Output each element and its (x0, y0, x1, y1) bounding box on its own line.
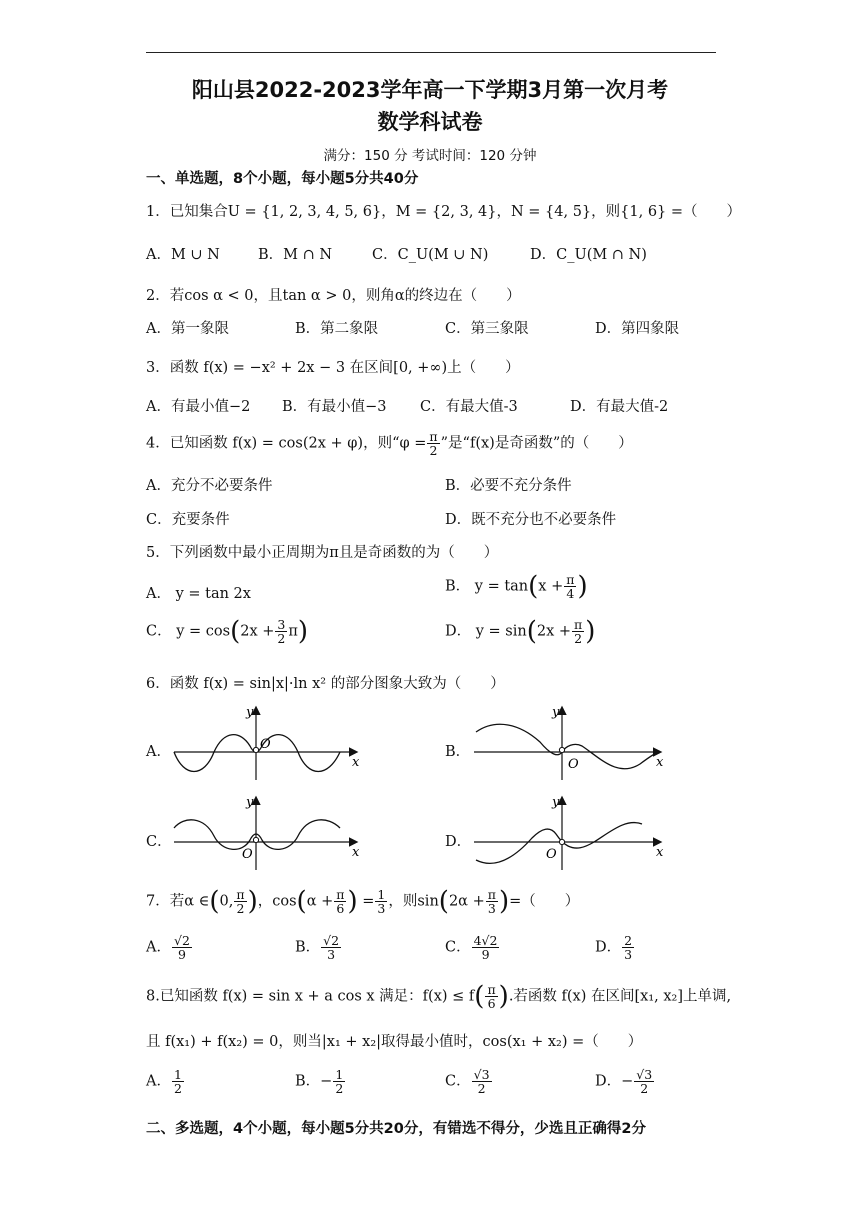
q7-option-d (595, 934, 635, 961)
q8-a-num: 1 (173, 1067, 182, 1082)
q7-cos-frac (334, 888, 346, 915)
q4-option-a: A．充分不必要条件 (146, 478, 273, 494)
q6-a-origin: O (260, 737, 271, 752)
q5-b-in: x + (538, 578, 564, 595)
q6-b-origin: O (568, 757, 579, 772)
q5-d-pre: D． y = sin (445, 623, 527, 640)
q7-stem-d: =（ ） (509, 893, 580, 910)
q7-option-c (445, 934, 500, 961)
q7-sin-frac (486, 888, 498, 915)
q7-eq-num: 1 (377, 887, 386, 902)
q5-c-den: 2 (277, 631, 286, 646)
q4-option-c: C．充要条件 (146, 512, 230, 528)
q3-option-d: D．有最大值-2 (570, 399, 669, 415)
q6-option-a: A． (146, 744, 171, 760)
q7-i-den: 2 (236, 901, 245, 916)
q7-b-label: B． (295, 939, 321, 956)
q4-stem-b: ”是“f(x)是奇函数”的（ ） (440, 435, 633, 452)
q1-option-a: A．M ∪ N (146, 247, 220, 263)
q7-b-num: √2 (323, 933, 340, 948)
q5-c-num: 3 (277, 617, 286, 632)
q7-eq-den: 3 (377, 901, 386, 916)
q6-stem: 6．函数 f(x) = sin|x|·ln x² 的部分图象大致为（ ） (146, 676, 505, 692)
q7-b-den: 3 (327, 947, 336, 962)
q8-f-den: 6 (487, 996, 496, 1011)
q8-stem-a: 8.已知函数 f(x) = sin x + a cos x 满足：f(x) ≤ f (146, 988, 475, 1005)
q8-d-den: 2 (640, 1081, 649, 1096)
q3-stem: 3．函数 f(x) = −x² + 2x − 3 在区间[0, +∞)上（ ） (146, 360, 520, 376)
q6-a-x-label: x (352, 755, 360, 770)
q5-c-post: π (288, 623, 298, 640)
q7-a-label: A． (146, 939, 171, 956)
section2-heading: 二、多选题，4个小题，每小题5分共20分，有错选不得分，少选且正确得2分 (146, 1121, 646, 1137)
q8-d-label: D．− (595, 1073, 634, 1090)
q1-stem: 1．已知集合U = {1, 2, 3, 4, 5, 6}，M = {2, 3, 4}，N = {4, 5}，则{1, 6} =（ ） (146, 204, 742, 220)
q8-b-label: B．− (295, 1073, 333, 1090)
q8-frac (485, 983, 497, 1010)
section1-heading: 一、单选题，8个小题，每小题5分共40分 (146, 171, 419, 187)
q7-c-den-opt: 9 (481, 947, 490, 962)
q6-d-y-label: y (552, 795, 560, 810)
q7-s-den: 3 (487, 901, 496, 916)
q3-option-b: B．有最小值−3 (282, 399, 387, 415)
q4-frac-den: 2 (429, 443, 438, 458)
q6-graph-d (470, 792, 670, 872)
exam-subtitle: 数学科试卷 (377, 110, 483, 134)
q7-c-label: C． (445, 939, 471, 956)
q6-c-origin: O (242, 847, 253, 862)
q8-option-a (146, 1068, 185, 1095)
q4-option-d: D．既不充分也不必要条件 (445, 512, 617, 528)
q8-stem: 8.已知函数 f(x) = sin x + a cos x 满足：f(x) ≤ f( $\frac{\pi}{6}$ ).若函数 f(x) 在区间[x₁, x₂]上单调, (146, 981, 732, 1012)
q7-interval-frac (234, 888, 246, 915)
q6-option-b: B． (445, 744, 471, 760)
q6-d-x-label: x (656, 845, 664, 860)
q7-option-a (146, 934, 193, 961)
q7-s-num: π (487, 887, 496, 902)
q6-c-x-label: x (352, 845, 360, 860)
q3-option-c: C．有最大值-3 (420, 399, 518, 415)
q1-option-c: C．C_U(M ∪ N) (372, 247, 489, 263)
q7-c-den: 6 (336, 901, 345, 916)
q7-i-num: π (236, 887, 245, 902)
q8-c-num: √3 (473, 1067, 490, 1082)
q2-option-a: A．第一象限 (146, 321, 229, 337)
q5-stem: 5．下列函数中最小正周期为π且是奇函数的为（ ） (146, 545, 499, 561)
q7-d-num: 2 (624, 933, 633, 948)
q7-d-label: D． (595, 939, 622, 956)
q8-option-b (295, 1068, 346, 1095)
q8-option-d (595, 1068, 655, 1095)
q6-b-y-label: y (552, 705, 560, 720)
q4-fraction (427, 430, 439, 457)
q6-option-d: D． (445, 834, 472, 850)
q7-stem-b: ，cos (257, 893, 297, 910)
q8-c-label: C． (445, 1073, 471, 1090)
q4-option-b: B．必要不充分条件 (445, 478, 572, 494)
q7-stem: 7．若α ∈(0, $\frac{\pi}{2}$ )，cos(α + $\frac{\pi}{6}$ ) = $\frac{1}{3}$ ，则sin(2α + $\frac{\pi}{3}$ )=（ ） (146, 886, 580, 917)
q6-c-y-label: y (246, 795, 254, 810)
q4-stem-a: 4．已知函数 f(x) = cos(2x + φ)，则“φ = (146, 435, 427, 452)
q5-c-pre: C． y = cos (146, 623, 231, 640)
q7-c-num: π (336, 887, 345, 902)
q5-option-b: B． y = tan(x + $\frac{\pi}{4}$ ) (445, 571, 588, 602)
q5-b-num: π (566, 572, 575, 587)
q5-d-den: 2 (574, 631, 583, 646)
q8-line2: 且 f(x₁) + f(x₂) = 0，则当|x₁ + x₂|取得最小值时，cos(x₁ + x₂) =（ ） (146, 1034, 643, 1050)
q8-d-num: √3 (636, 1067, 653, 1082)
q6-graph-c (170, 792, 370, 872)
q3-option-a: A．有最小值−2 (146, 399, 251, 415)
q1-option-d: D．C_U(M ∩ N) (530, 247, 647, 263)
q5-b-pre: B． y = tan (445, 578, 529, 595)
q4-frac-num: π (429, 429, 438, 444)
q6-graph-a (170, 702, 370, 782)
header-rule (146, 52, 716, 53)
q8-b-den: 2 (335, 1081, 344, 1096)
exam-title: 阳山县2022-2023学年高一下学期3月第一次月考 (191, 78, 669, 102)
q5-c-frac (275, 618, 287, 645)
q6-a-y-label: y (246, 705, 254, 720)
q8-a-label: A． (146, 1073, 171, 1090)
q2-option-d: D．第四象限 (595, 321, 680, 337)
q4-stem (146, 430, 633, 457)
q5-c-in: 2x + (240, 623, 275, 640)
q2-option-b: B．第二象限 (295, 321, 379, 337)
q7-option-b (295, 934, 342, 961)
q8-c-den: 2 (477, 1081, 486, 1096)
q5-d-frac (572, 618, 584, 645)
q8-b-num: 1 (335, 1067, 344, 1082)
exam-meta: 满分：150 分 考试时间：120 分钟 (323, 148, 537, 164)
q7-c-num-opt: 4√2 (473, 933, 498, 948)
q5-d-in: 2x + (536, 623, 572, 640)
q7-a-num: √2 (173, 933, 190, 948)
q7-eq-frac (375, 888, 387, 915)
q2-option-c: C．第三象限 (445, 321, 529, 337)
q5-option-c: C． y = cos(2x + $\frac{3}{2}$ π) (146, 616, 309, 647)
q5-b-frac (564, 573, 576, 600)
q5-b-den: 4 (566, 586, 575, 601)
q6-b-x-label: x (656, 755, 664, 770)
q8-a-den: 2 (173, 1081, 182, 1096)
q5-d-num: π (574, 617, 583, 632)
q2-stem: 2．若cos α < 0，且tan α > 0，则角α的终边在（ ） (146, 288, 521, 304)
q7-a-den: 9 (177, 947, 186, 962)
q7-stem-a: 7．若α ∈ (146, 893, 210, 910)
q8-f-num: π (487, 982, 496, 997)
q5-option-a: A． y = tan 2x (146, 586, 251, 602)
q6-option-c: C． (146, 834, 172, 850)
q6-d-origin: O (546, 847, 557, 862)
q1-option-b: B．M ∩ N (258, 247, 333, 263)
q6-graph-b (470, 702, 670, 782)
q7-d-den: 3 (624, 947, 633, 962)
q8-stem-b: .若函数 f(x) 在区间[x₁, x₂]上单调, (508, 988, 732, 1005)
q7-stem-c: ，则sin (388, 893, 439, 910)
q8-option-c (445, 1068, 493, 1095)
q5-option-d: D． y = sin(2x + $\frac{\pi}{2}$ ) (445, 616, 596, 647)
